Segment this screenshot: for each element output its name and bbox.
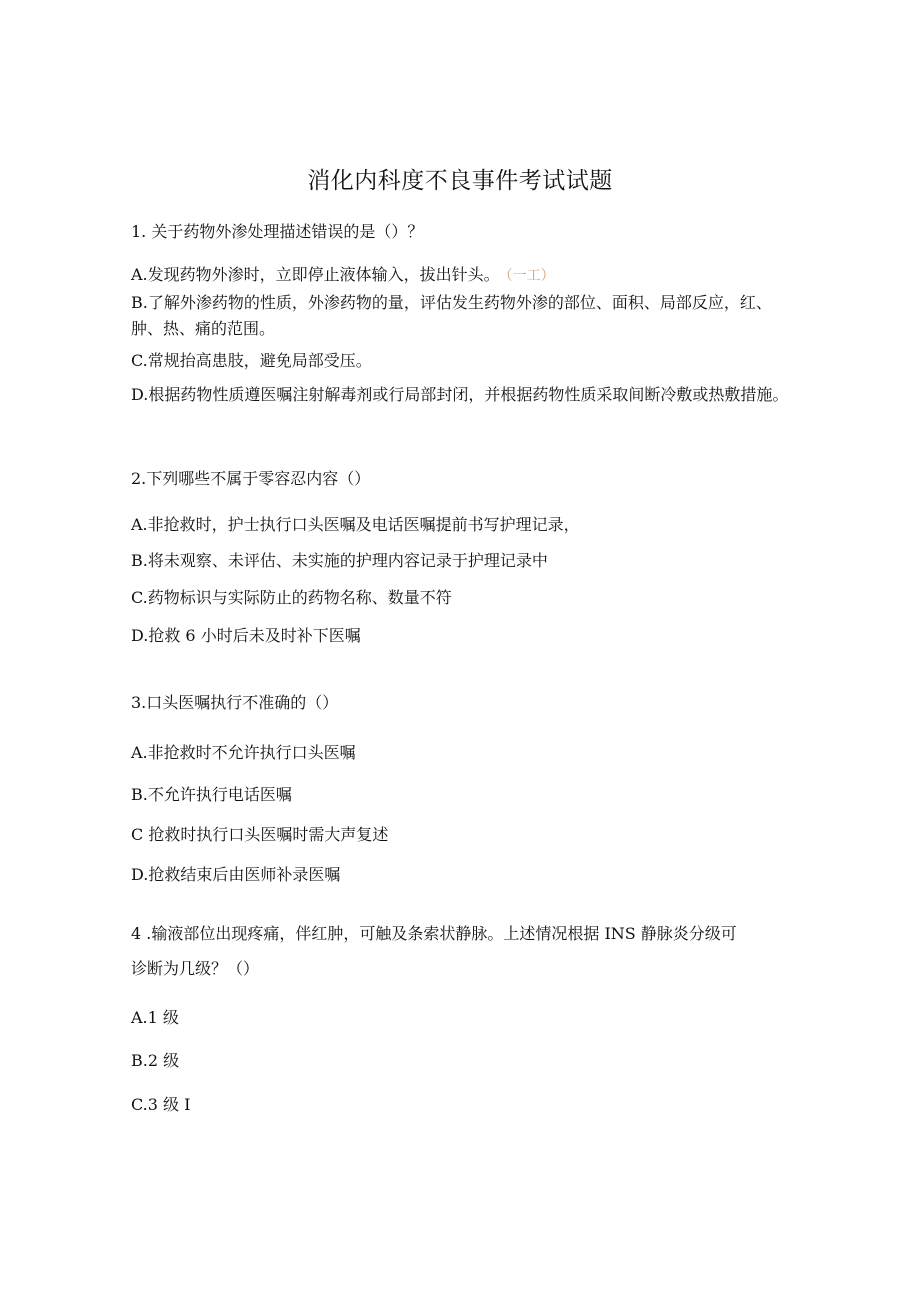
question-4-option-c: C.3 级 I [131, 1095, 191, 1114]
question-3-option-a: A.非抢救时不允许执行口头医嘱 [131, 743, 356, 762]
question-2-option-b: B.将未观察、未评估、未实施的护理内容记录于护理记录中 [131, 551, 548, 570]
question-1-option-b: B.了解外渗药物的性质，外渗药物的量，评估发生药物外渗的部位、面积、局部反应，红、肿、热、痛的范围。 [131, 293, 772, 338]
question-3-option-c: C 抢救时执行口头医嘱时需大声复述 [131, 825, 389, 844]
handwritten-mark: （一工） [505, 268, 555, 284]
question-2-option-a: A.非抢救时，护士执行口头医嘱及电话医嘱提前书写护理记录， [131, 515, 580, 534]
question-3-option-d: D.抢救结束后由医师补录医嘱 [131, 865, 341, 884]
question-2-option-d: D.抢救 6 小时后未及时补下医嘱 [131, 626, 361, 645]
page-title: 消化内科度不良事件考试试题 [307, 168, 613, 194]
question-4-option-a: A.1 级 [131, 1008, 179, 1027]
question-1-option-d: D.根据药物性质遵医嘱注射解毒剂或行局部封闭，并根据药物性质采取间断冷敷或热敷措施。 [131, 385, 789, 404]
question-4-option-b: B.2 级 [131, 1051, 180, 1070]
question-1-option-a [131, 262, 791, 289]
question-2-stem: 2.下列哪些不属于零容忍内容（） [131, 469, 371, 488]
question-3-stem: 3.口头医嘱执行不准确的（） [131, 693, 339, 712]
question-1-stem: 1. 关于药物外渗处理描述错误的是（）？ [131, 222, 424, 241]
question-3-option-b: B.不允许执行电话医嘱 [131, 785, 292, 804]
question-2-option-c: C.药物标识与实际防止的药物名称、数量不符 [131, 588, 452, 607]
question-4-stem-line-1: 4 .输液部位出现疼痛，伴红肿，可触及条索状静脉。上述情况根据 INS 静脉炎分级可 [131, 924, 737, 943]
question-1-option-c: C.常规抬高患肢，避免局部受压。 [131, 351, 372, 370]
option-text: A.发现药物外渗时，立即停止液体输入，拔出针头。 [131, 265, 500, 284]
question-4-stem-line-2: 诊断为几级？（） [131, 959, 260, 978]
